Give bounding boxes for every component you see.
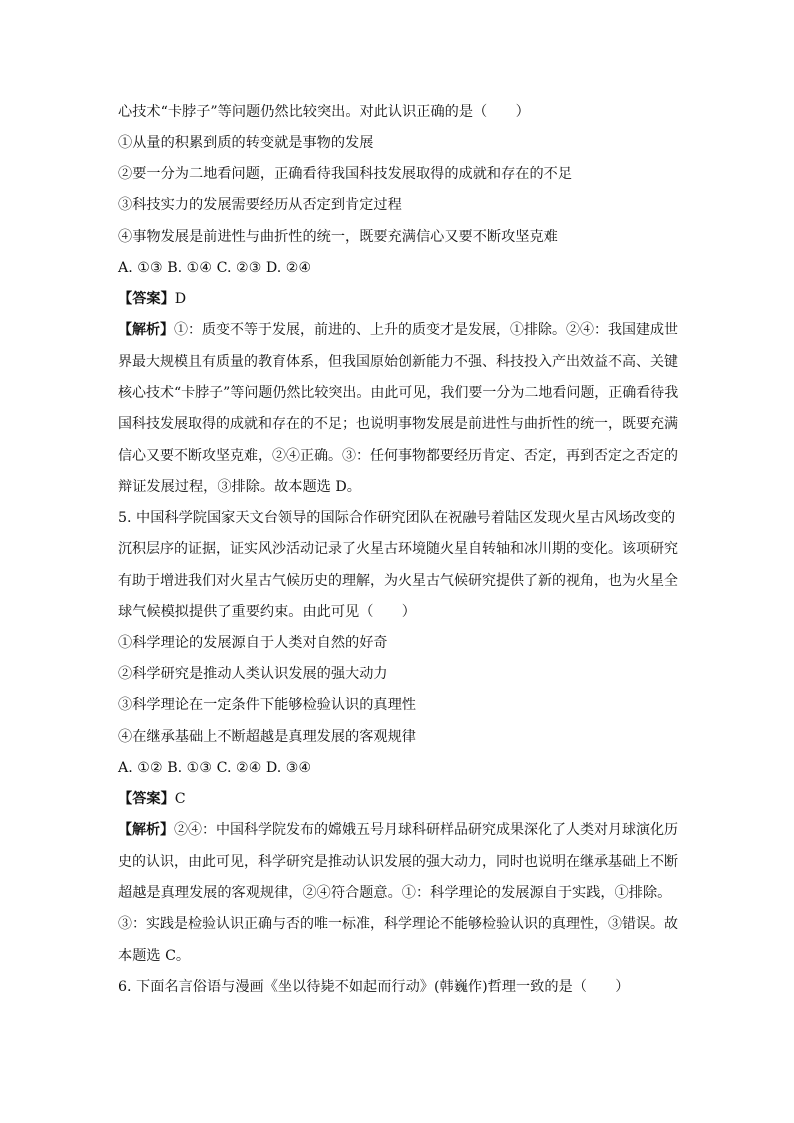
q4-option-3: ③科技实力的发展需要经历从否定到肯定过程 xyxy=(118,197,402,213)
q5-answer-line xyxy=(118,789,186,809)
q5-option-2: ②科学研究是推动人类认识发展的强大动力 xyxy=(118,666,388,682)
q4-analysis-line-1 xyxy=(118,320,678,340)
q5-option-4: ④在继承基础上不断超越是真理发展的客观规律 xyxy=(118,729,416,745)
q5-analysis-line-3: 超越是真理发展的客观规律，②④符合题意。①：科学理论的发展源自于实践，①排除。 xyxy=(118,885,672,901)
q5-option-3: ③科学理论在一定条件下能够检验认识的真理性 xyxy=(118,697,416,713)
q4-analysis-line-4: 国科技发展取得的成就和存在的不足；也说明事物发展是前进性与曲折性的统一，既要充满 xyxy=(118,416,678,432)
q4-option-1: ①从量的积累到质的转变就是事物的发展 xyxy=(118,135,374,151)
q5-analysis-line-4: ③：实践是检验认识正确与否的唯一标准，科学理论不能够检验认识的真理性，③错误。故 xyxy=(118,916,678,932)
q5-analysis-line-2: 史的认识，由此可见，科学研究是推动认识发展的强大动力，同时也说明在继承基础上不断 xyxy=(118,854,678,870)
q4-analysis-line-2: 界最大规模且有质量的教育体系，但我国原始创新能力不强、科技投入产出效益不高、关键 xyxy=(118,354,678,370)
q4-choices: A. ①③ B. ①④ C. ②③ D. ②④ xyxy=(118,260,312,276)
q5-analysis-line-1 xyxy=(118,820,678,840)
q5-stem-line-3: 有助于增进我们对火星古气候历史的理解，为火星古气候研究提供了新的视角，也为火星全 xyxy=(118,573,678,589)
q4-analysis-line-3: 核心技术“卡脖子”等问题仍然比较突出。由此可见，我们要一分为二地看问题，正确看待我 xyxy=(118,385,679,401)
analysis-text: ①：质变不等于发展，前进的、上升的质变才是发展，①排除。②④：我国建成世 xyxy=(174,322,678,338)
answer-value: D xyxy=(174,291,187,307)
q5-stem-line-4: 球气候模拟提供了重要约束。由此可见（ ） xyxy=(118,604,416,620)
q4-analysis-line-5: 信心又要不断攻坚克难，②④正确。③：任何事物都要经历肯定、否定，再到否定之否定的 xyxy=(118,448,678,464)
q4-answer-line xyxy=(118,289,186,309)
q6-stem: 6. 下面名言俗语与漫画《坐以待毙不如起而行动》(韩巍作)哲理一致的是（ ） xyxy=(118,979,630,995)
q5-analysis-line-5: 本题选 C。 xyxy=(118,948,191,964)
analysis-tag: 【解析】 xyxy=(118,822,174,838)
q5-stem-line-2: 沉积层序的证据，证实风沙活动记录了火星古环境随火星自转轴和冰川期的变化。该项研究 xyxy=(118,541,678,557)
q5-choices: A. ①② B. ①③ C. ②④ D. ③④ xyxy=(118,760,312,776)
analysis-text: ②④：中国科学院发布的嫦娥五号月球科研样品研究成果深化了人类对月球演化历 xyxy=(174,822,678,838)
q4-option-2: ②要一分为二地看问题，正确看待我国科技发展取得的成就和存在的不足 xyxy=(118,166,573,182)
analysis-tag: 【解析】 xyxy=(118,322,174,338)
q4-option-4: ④事物发展是前进性与曲折性的统一，既要充满信心又要不断攻坚克难 xyxy=(118,229,558,245)
q4-analysis-line-6: 辩证发展过程，③排除。故本题选 D。 xyxy=(118,479,361,495)
answer-value: C xyxy=(174,791,186,807)
q4-stem-tail: 心技术“卡脖子”等问题仍然比较突出。对此认识正确的是（ ） xyxy=(118,104,530,120)
q5-stem-line-1: 5. 中国科学院国家天文台领导的国际合作研究团队在祝融号着陆区发现火星古风场改变的 xyxy=(118,510,676,526)
q5-option-1: ①科学理论的发展源自于人类对自然的好奇 xyxy=(118,635,388,651)
answer-tag: 【答案】 xyxy=(118,291,175,307)
answer-tag: 【答案】 xyxy=(118,791,175,807)
